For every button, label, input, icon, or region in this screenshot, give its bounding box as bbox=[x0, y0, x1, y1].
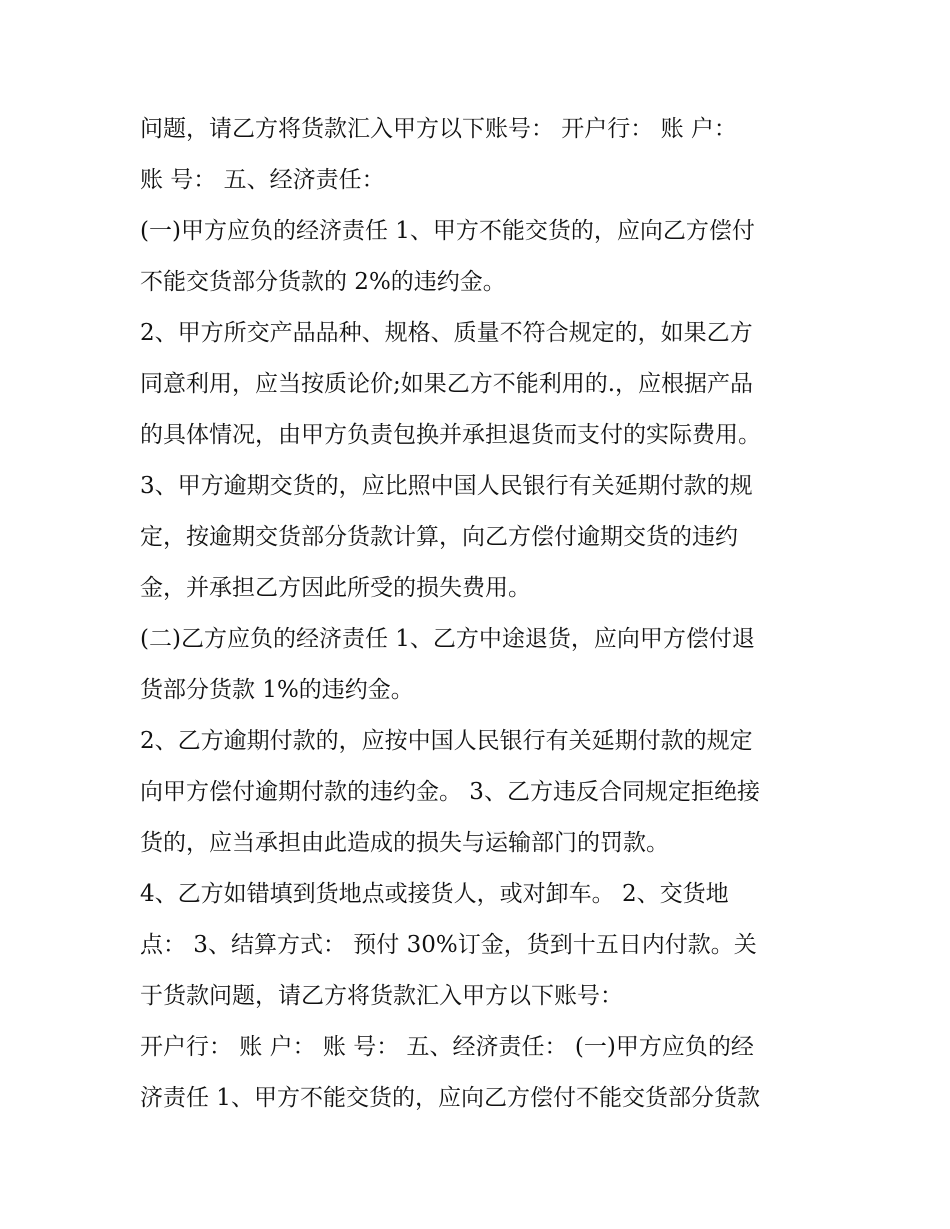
text-line: 金，并承担乙方因此所受的损失费用。 bbox=[140, 575, 531, 601]
text-line: 账 号： 五、经济责任： bbox=[140, 167, 385, 193]
text-line: 定，按逾期交货部分货款计算，向乙方偿付逾期交货的违约 bbox=[140, 524, 738, 550]
text-line: 点： 3、结算方式： 预付 30%订金，货到十五日内付款。关 bbox=[140, 932, 757, 958]
text-line: 向甲方偿付逾期付款的违约金。 3、乙方违反合同规定拒绝接 bbox=[140, 779, 760, 805]
text-line: (二)乙方应负的经济责任 1、乙方中途退货，应向甲方偿付退 bbox=[140, 626, 755, 652]
text-line: 的具体情况，由甲方负责包换并承担退货而支付的实际费用。 bbox=[140, 422, 761, 448]
text-line: (一)甲方应负的经济责任 1、甲方不能交货的，应向乙方偿付 bbox=[140, 218, 755, 244]
text-line: 2、甲方所交产品品种、规格、质量不符合规定的，如果乙方 bbox=[140, 320, 753, 346]
text-line: 问题，请乙方将货款汇入甲方以下账号： 开户行： 账 户： bbox=[140, 116, 737, 142]
text-line: 于货款问题，请乙方将货款汇入甲方以下账号： bbox=[140, 983, 623, 1009]
text-line: 不能交货部分货款的 2%的违约金。 bbox=[140, 269, 506, 295]
text-line: 2、乙方逾期付款的，应按中国人民银行有关延期付款的规定 bbox=[140, 728, 753, 754]
text-line: 货的，应当承担由此造成的损失与运输部门的罚款。 bbox=[140, 830, 669, 856]
text-line: 4、乙方如错填到货地点或接货人，或对卸车。 2、交货地 bbox=[140, 881, 729, 907]
text-line: 开户行： 账 户： 账 号： 五、经济责任： (一)甲方应负的经 bbox=[140, 1034, 754, 1060]
text-line: 济责任 1、甲方不能交货的，应向乙方偿付不能交货部分货款 bbox=[140, 1085, 760, 1111]
text-line: 货部分货款 1%的违约金。 bbox=[140, 677, 414, 703]
text-line: 同意利用，应当按质论价;如果乙方不能利用的.，应根据产品 bbox=[140, 371, 754, 397]
contract-text-body bbox=[140, 104, 820, 1124]
text-line: 3、甲方逾期交货的，应比照中国人民银行有关延期付款的规 bbox=[140, 473, 753, 499]
